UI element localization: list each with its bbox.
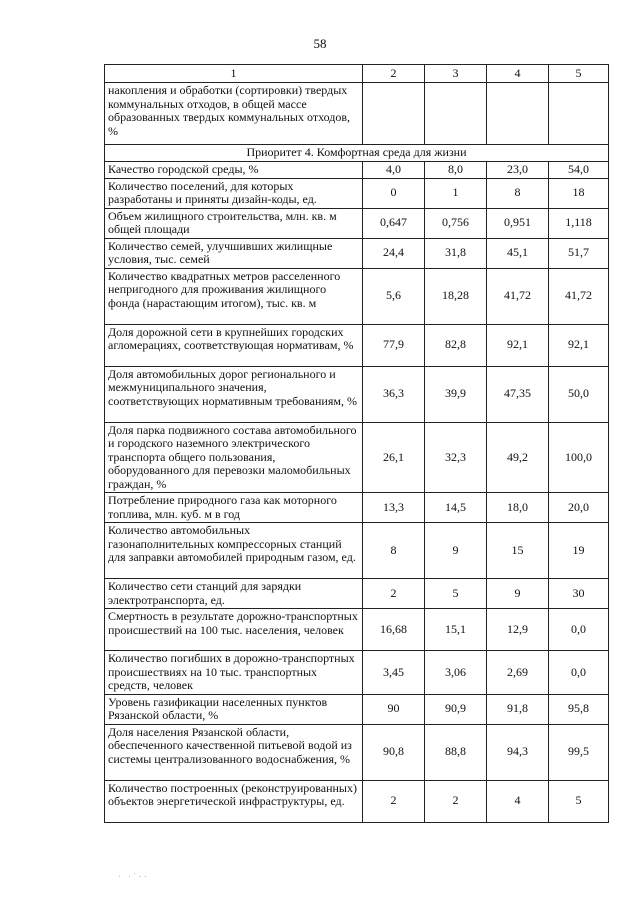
indicator-name: Смертность в результате дорожно-транспортных происшествий на 100 тыс. населения, человек [105, 609, 363, 651]
indicator-row [105, 366, 609, 422]
indicator-row [105, 523, 609, 579]
indicator-name: Количество построенных (реконструированных) объектов энергетической инфраструктуры, ед. [105, 780, 363, 822]
indicator-value: 30 [549, 579, 609, 609]
indicator-row [105, 324, 609, 366]
indicator-value: 32,3 [425, 422, 487, 493]
indicator-value: 2 [363, 579, 425, 609]
indicator-value: 9 [425, 523, 487, 579]
indicator-value: 23,0 [487, 162, 549, 179]
column-number: 4 [487, 65, 549, 83]
indicator-value: 90,8 [363, 724, 425, 780]
indicator-value: 50,0 [549, 366, 609, 422]
indicator-name: Доля дорожной сети в крупнейших городских агломерациях, соответствующая нормативам, % [105, 324, 363, 366]
indicator-value: 18,0 [487, 493, 549, 523]
continuation-row [105, 83, 609, 145]
indicator-value: 18 [549, 178, 609, 208]
priority-heading-row [105, 145, 609, 162]
indicator-name: Доля автомобильных дорог регионального и межмуниципального значения, соответствующих нормативным требованиям, % [105, 366, 363, 422]
indicator-value: 36,3 [363, 366, 425, 422]
indicator-value: 91,8 [487, 694, 549, 724]
indicator-value: 45,1 [487, 238, 549, 268]
indicator-value: 15 [487, 523, 549, 579]
indicator-value: 100,0 [549, 422, 609, 493]
indicator-value: 39,9 [425, 366, 487, 422]
indicator-value: 0,951 [487, 208, 549, 238]
indicator-name: Объем жилищного строительства, млн. кв. м общей площади [105, 208, 363, 238]
indicator-row [105, 493, 609, 523]
indicator-value [363, 83, 425, 145]
page-number: 58 [313, 36, 327, 51]
indicator-value: 14,5 [425, 493, 487, 523]
indicator-row [105, 724, 609, 780]
column-number: 5 [549, 65, 609, 83]
indicator-value: 19 [549, 523, 609, 579]
indicator-name: Количество автомобильных газонаполнительных компрессорных станций для заправки автомобилей природным газом, ед. [105, 523, 363, 579]
indicator-value: 0,0 [549, 609, 609, 651]
indicator-value: 26,1 [363, 422, 425, 493]
indicator-value: 31,8 [425, 238, 487, 268]
indicator-row [105, 609, 609, 651]
indicator-value: 4,0 [363, 162, 425, 179]
column-number: 1 [105, 65, 363, 83]
indicator-value: 0 [363, 178, 425, 208]
indicator-value [487, 83, 549, 145]
indicator-value: 99,5 [549, 724, 609, 780]
indicator-row [105, 238, 609, 268]
indicator-value [425, 83, 487, 145]
indicator-value: 90,9 [425, 694, 487, 724]
indicator-value: 90 [363, 694, 425, 724]
indicator-row [105, 579, 609, 609]
indicator-value: 8,0 [425, 162, 487, 179]
indicator-name: Количество квадратных метров расселенного непригодного для проживания жилищного фонда (нарастающим итогом), тыс. кв. м [105, 268, 363, 324]
indicator-row [105, 651, 609, 695]
scan-speck: · ·˙·· [118, 872, 150, 883]
indicators-table [104, 64, 609, 823]
indicator-row [105, 694, 609, 724]
indicator-name: Потребление природного газа как моторного топлива, млн. куб. м в год [105, 493, 363, 523]
indicator-value: 82,8 [425, 324, 487, 366]
indicator-value: 5,6 [363, 268, 425, 324]
indicator-value: 41,72 [549, 268, 609, 324]
indicator-name: Количество сети станций для зарядки электротранспорта, ед. [105, 579, 363, 609]
indicator-value: 47,35 [487, 366, 549, 422]
indicator-value: 92,1 [549, 324, 609, 366]
indicator-value: 54,0 [549, 162, 609, 179]
priority-heading: Приоритет 4. Комфортная среда для жизни [105, 145, 609, 162]
indicator-value: 2 [363, 780, 425, 822]
indicator-value: 3,06 [425, 651, 487, 695]
indicator-name: Количество погибших в дорожно-транспортных происшествиях на 10 тыс. транспортных средств, человек [105, 651, 363, 695]
indicator-value: 5 [425, 579, 487, 609]
indicator-name: Количество поселений, для которых разработаны и приняты дизайн-коды, ед. [105, 178, 363, 208]
indicator-value: 51,7 [549, 238, 609, 268]
indicator-value: 2,69 [487, 651, 549, 695]
indicator-value: 92,1 [487, 324, 549, 366]
indicator-row [105, 208, 609, 238]
indicator-value: 3,45 [363, 651, 425, 695]
indicator-value: 0,0 [549, 651, 609, 695]
column-number: 3 [425, 65, 487, 83]
column-number: 2 [363, 65, 425, 83]
indicator-row [105, 422, 609, 493]
indicators-table-body [105, 65, 609, 823]
indicator-value: 20,0 [549, 493, 609, 523]
indicator-name: накопления и обработки (сортировки) твердых коммунальных отходов, в общей массе образованных твердых коммунальных отходов, % [105, 83, 363, 145]
indicator-value: 5 [549, 780, 609, 822]
column-number-row [105, 65, 609, 83]
indicator-name: Количество семей, улучшивших жилищные условия, тыс. семей [105, 238, 363, 268]
indicator-value: 18,28 [425, 268, 487, 324]
indicator-value: 0,647 [363, 208, 425, 238]
indicator-value [549, 83, 609, 145]
indicator-name: Доля парка подвижного состава автомобильного и городского наземного электрического транспорта общего пользования, оборудованного для перевозки маломобильных граждан, % [105, 422, 363, 493]
indicator-value: 49,2 [487, 422, 549, 493]
indicator-row [105, 178, 609, 208]
indicator-value: 0,756 [425, 208, 487, 238]
indicator-value: 15,1 [425, 609, 487, 651]
indicator-value: 24,4 [363, 238, 425, 268]
indicator-value: 41,72 [487, 268, 549, 324]
indicator-value: 1 [425, 178, 487, 208]
indicator-name: Доля населения Рязанской области, обеспеченного качественной питьевой водой из системы централизованного водоснабжения, % [105, 724, 363, 780]
indicator-value: 4 [487, 780, 549, 822]
indicator-value: 88,8 [425, 724, 487, 780]
indicator-value: 8 [363, 523, 425, 579]
indicator-name: Качество городской среды, % [105, 162, 363, 179]
indicator-row [105, 268, 609, 324]
indicator-value: 1,118 [549, 208, 609, 238]
indicator-value: 16,68 [363, 609, 425, 651]
indicator-value: 12,9 [487, 609, 549, 651]
indicator-row [105, 780, 609, 822]
indicator-value: 9 [487, 579, 549, 609]
indicator-value: 8 [487, 178, 549, 208]
indicator-value: 2 [425, 780, 487, 822]
indicator-value: 13,3 [363, 493, 425, 523]
indicator-row [105, 162, 609, 179]
indicator-value: 77,9 [363, 324, 425, 366]
indicator-name: Уровень газификации населенных пунктов Рязанской области, % [105, 694, 363, 724]
indicator-value: 94,3 [487, 724, 549, 780]
indicator-value: 95,8 [549, 694, 609, 724]
